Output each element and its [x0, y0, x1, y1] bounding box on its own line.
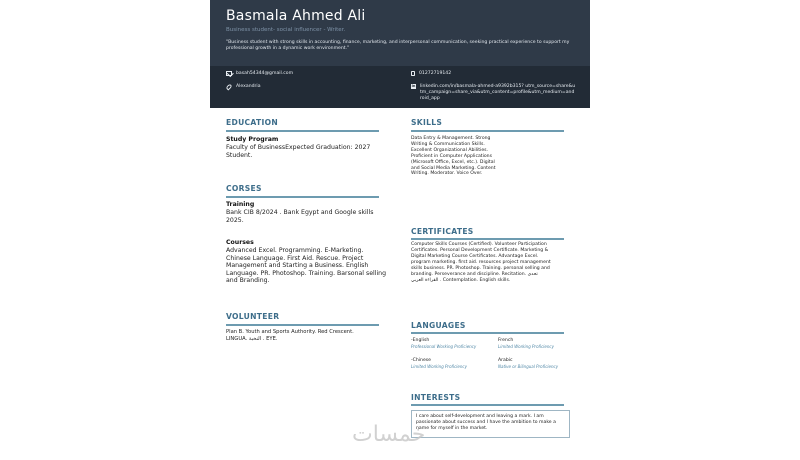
courses-text: Advanced Excel. Programming. E-Marketing. Chinese Language. First Aid. Rescue. Project Management and Starting a Business. English Language. PR. Photoshop. Training. Barsonal selling and Branding.: [226, 247, 387, 285]
certificates-divider: [411, 238, 564, 240]
language-name: -English: [411, 338, 430, 343]
contact-bar: [210, 66, 590, 108]
courses-heading: CORSES: [226, 184, 262, 193]
interests-heading: INTERESTS: [411, 393, 461, 402]
courses-divider: [226, 196, 379, 198]
cv-page: [210, 0, 590, 460]
skills-text: Data Entry & Management. Strong Writing & Communication Skills. Excellent Organizational Abilities. Proficient in Computer Applications (Microsoft Office, Excel, etc.). Digital and Social Media Marketing. Content Writing. Moderator. Voice Over.: [411, 136, 496, 177]
language-french: [498, 338, 588, 350]
person-subtitle: Business student- social influencer - Writer.: [226, 27, 346, 33]
language-level: Professional Working Proficiency: [411, 344, 477, 349]
language-chinese: [411, 358, 501, 370]
location-pin-icon: [225, 83, 232, 90]
study-program-text: Faculty of BusinessExpected Graduation: 2027 Student.: [226, 144, 371, 159]
skills-divider: [411, 130, 564, 132]
courses-label: Courses: [226, 239, 254, 246]
linkedin-url: linkedin.com/in/basmala-ahmed-a9392b315? utm_source=share&utm_campaign=share_via&utm_content=profile&utm_medium=android_app: [420, 84, 576, 101]
contact-location: [226, 84, 261, 90]
volunteer-text: Plan B. Youth and Sports Authority. Red Crescent. LINGUA. النخبة . EYE.: [226, 329, 354, 342]
languages-heading: LANGUAGES: [411, 321, 466, 330]
mail-icon: [226, 71, 232, 76]
certificates-heading: CERTIFICATES: [411, 227, 474, 236]
interests-box: I care about self-development and leaving a mark. I am passionate about success and I have the ambition to make a name for myself in the market.: [411, 410, 570, 438]
skills-heading: SKILLS: [411, 118, 443, 127]
language-level: Native or Bilingual Proficiency: [498, 364, 559, 369]
language-english: [411, 338, 501, 350]
contact-email: [226, 71, 293, 77]
professional-summary: "Business student with strong skills in accounting, finance, marketing, and interpersonal communication, seeking practical experience to support my professional growth in a dynamic work environment.": [226, 40, 570, 51]
cv-header: [210, 0, 590, 66]
language-name: French: [498, 338, 514, 343]
email-text: basah54344@gmail.com: [236, 71, 294, 76]
interests-divider: [411, 404, 564, 406]
training-text: Bank CIB 8/2024 . Bank Egypt and Google skills 2025.: [226, 209, 374, 224]
phone-text: 01272719142: [419, 71, 452, 76]
languages-divider: [411, 332, 564, 334]
education-divider: [226, 130, 379, 132]
linkedin-icon: in: [411, 84, 416, 88]
khamsat-watermark: خمسات: [352, 422, 426, 447]
phone-icon: [411, 71, 415, 76]
language-level: Limited Working Proficiency: [498, 344, 554, 349]
language-name: Arabic: [498, 358, 513, 363]
language-arabic: [498, 358, 588, 370]
person-name: Basmala Ahmed Ali: [226, 8, 366, 24]
contact-phone: [411, 71, 451, 77]
language-name: -Chinese: [411, 358, 432, 363]
volunteer-heading: VOLUNTEER: [226, 312, 280, 321]
contact-linkedin: [411, 84, 576, 101]
location-text: Alexandria: [236, 84, 261, 89]
training-label: Training: [226, 201, 255, 208]
study-program-label: Study Program: [226, 136, 279, 143]
certificates-text: Computer Skills Courses (Certified). Volunteer Participation Certificates. Personal Development Certificate. Marketing & Digital Marketing Course Certificates. Advantage Excel. program marketing. first aid. resources project management skills business. PR. Photoshop. Training. personal selling and branding. Perseverance and discipline. Recitation. تحدي القراءة العربي . Contemplation. English skills.: [411, 242, 551, 283]
education-heading: EDUCATION: [226, 118, 279, 127]
language-level: Limited Working Proficiency: [411, 364, 467, 369]
volunteer-divider: [226, 324, 379, 326]
